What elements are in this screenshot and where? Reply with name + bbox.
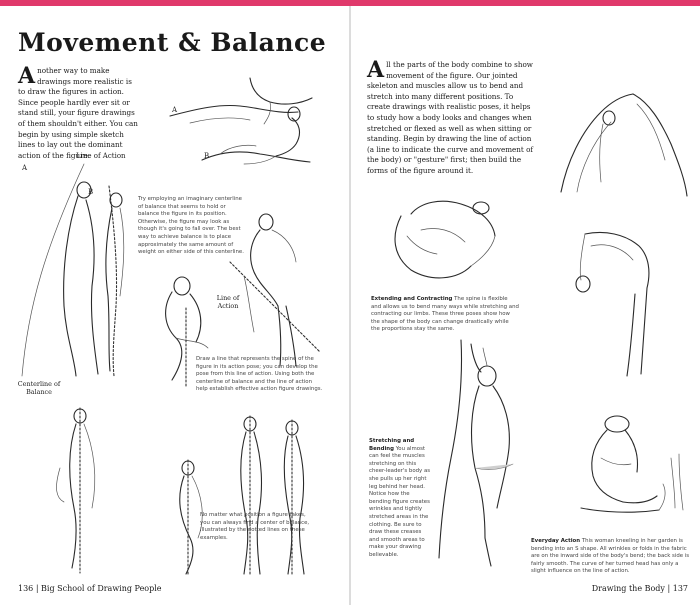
caption-stretching-text: You almost can feel the muscles stretching on this cheer-leader's body as she pulls up her right leg behind her head. Notice how the bending figure creates wrinkles and tightly stretched areas in the clothing. Be sure to draw these creases and smooth areas to make your drawing believable. — [369, 445, 431, 558]
right-intro-paragraph — [367, 57, 535, 177]
drop-cap: A — [18, 63, 36, 89]
label-b-left: B — [88, 188, 94, 196]
label-line-of-action-mid: Line of Action — [216, 294, 240, 310]
curled-figure-sketch — [381, 186, 501, 286]
left-intro-text: nother way to make drawings more realistic is to draw the figures in action. Since people hardly ever sit or stand still, your figure drawings of them shouldn't either. You can begin by using simple sketch lines to lay out the dominant action of the figure. — [18, 66, 138, 160]
balance-figures-sketches — [40, 398, 330, 578]
left-folio: 136 | Big School of Drawing People — [18, 584, 162, 593]
left-intro-paragraph — [18, 63, 138, 161]
caption-extending-text: The spine is flexible and allows us to bend many ways while stretching and contracting our limbs. These three poses show how the shape of the body can change drastically while the proportions stay the same. — [371, 296, 519, 333]
caption-line-of-action: Draw a line that represents the spine of the figure in its action pose; you can develop the pose from this line of action. Using both the centerline of balance and the line of action help establish effective action figure drawings. — [196, 356, 323, 393]
left-page — [0, 6, 349, 605]
label-a-top: A — [172, 106, 178, 114]
label-centerline-of-balance: Centerline of Balance — [17, 380, 61, 396]
drop-cap-right: A — [367, 57, 385, 83]
caption-centerline: Try employing an imaginary centerline of balance that seems to hold or balance the figure in its position. Otherwise, the figure may look as though it's going to fall over. The best way to achieve balance is to place approximately the same amount of weight on either side of this centerline. — [138, 196, 244, 256]
right-page — [351, 6, 700, 605]
bending-figure-sketch — [220, 202, 330, 372]
kneeling-gardener-sketch — [551, 398, 691, 528]
reclining-figure-sketches — [160, 68, 340, 178]
forward-bend-sketch — [555, 224, 665, 384]
label-a-left: A — [22, 164, 28, 172]
caption-everyday-title: Everyday Action — [531, 538, 581, 544]
caption-extending-title: Extending and Contracting — [371, 296, 453, 302]
label-b-top: B — [204, 152, 210, 160]
caption-stretching — [369, 438, 431, 560]
caption-everyday — [531, 538, 693, 576]
page-title: Movement & Balance — [18, 28, 327, 57]
caption-extending — [371, 296, 519, 334]
caption-everyday-text: This woman kneeling in her garden is bending into an S shape. All wrinkles or folds in the fabric are on the inward side of the body's bend; the back side is fairly smooth. The curve of her turned head has only a slight influence on the line of action. — [531, 538, 690, 575]
line-of-action-figures — [14, 156, 144, 386]
label-line-of-action-top: Line of Action — [76, 152, 126, 160]
caption-balance-examples: No matter what position a figure takes, you can always find a center of balance, illustrated by the dotted lines on these examples. — [200, 512, 310, 541]
right-folio: Drawing the Body | 137 — [591, 584, 688, 593]
caption-stretching-title: Stretching and Bending — [369, 438, 415, 452]
stretch-pose-sketch — [541, 72, 691, 202]
right-intro-text: ll the parts of the body combine to show movement of the figure. Our jointed skeleton and muscles allow us to bend and stretch into many different positions. To create drawings with realistic poses, it helps to study how a body looks and changes when stretched or flexed as well as when sitting or standing. Begin by drawing the line of action (a line to indicate the curve and movement of the body) or "gesture" first; then build the forms of the figure around it. — [367, 60, 534, 175]
